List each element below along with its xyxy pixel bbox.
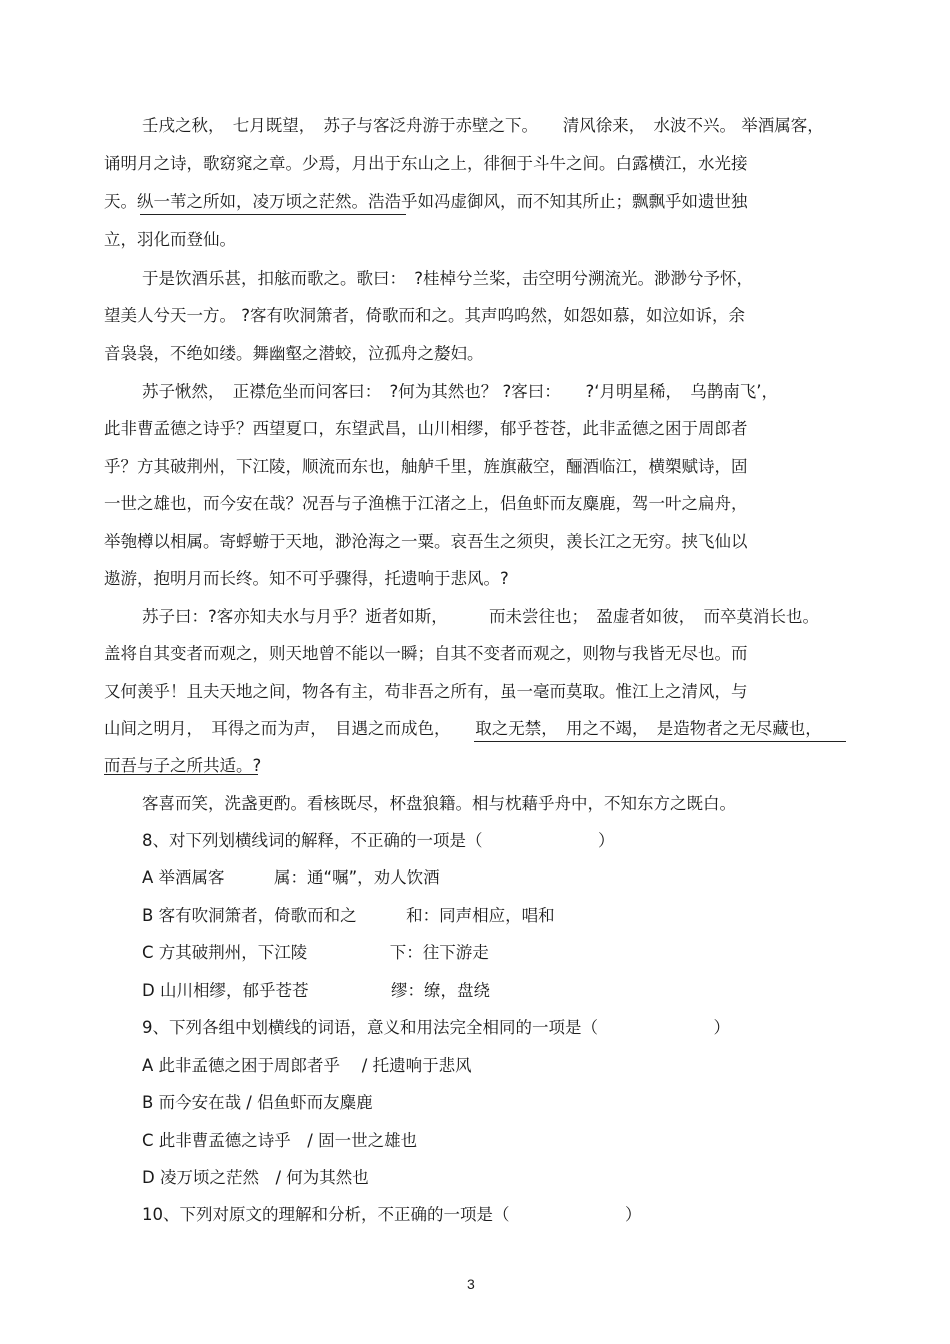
passage-line: 此非曹孟德之诗乎？西望夏口，东望武昌，山川相缪，郁乎苍苍，此非孟德之困于周郎者 (104, 419, 748, 438)
passage-line: 音袅袅，不绝如缕。舞幽壑之潜蛟，泣孤舟之嫠妇。 (104, 344, 484, 363)
passage-line: 又何羡乎！且夫天地之间，物各有主，苟非吾之所有，虽一毫而莫取。惟江上之清风，与 (104, 682, 748, 701)
question-option: A 此非孟德之困于周郎者乎 / 托遗响于悲风 (142, 1056, 472, 1075)
passage-line: 诵明月之诗，歌窈窕之章。少焉，月出于东山之上，徘徊于斗牛之间。白露横江，水光接 (104, 154, 748, 173)
passage-line: 乎？方其破荆州，下江陵，顺流而东也，舳舻千里，旌旗蔽空，酾酒临江，横槊赋诗，固 (104, 457, 748, 476)
passage-line: 而吾与子之所共适。? (104, 756, 262, 775)
underline (140, 214, 406, 215)
passage-line: 望美人兮天一方。 ?客有吹洞箫者，倚歌而和之。其声呜呜然，如怨如慕，如泣如诉，余 (104, 306, 746, 325)
passage-line: 遨游，抱明月而长终。知不可乎骤得，托遗响于悲风。? (104, 569, 509, 588)
passage-line: 立，羽化而登仙。 (104, 230, 236, 249)
passage-line: 山间之明月， 耳得之而为声， 目遇之而成色， 取之无禁， 用之不竭， 是造物者之无尽藏也， (104, 719, 822, 738)
underline (104, 774, 258, 775)
page-number: 3 (467, 1276, 475, 1292)
question-stem: 8、对下列划横线词的解释，不正确的一项是（ ） (142, 831, 615, 850)
passage-line: 一世之雄也，而今安在哉？况吾与子渔樵于江渚之上，侣鱼虾而友麋鹿，驾一叶之扁舟， (104, 494, 748, 513)
passage-line: 举匏樽以相属。寄蜉蝣于天地，渺沧海之一粟。哀吾生之须臾，羡长江之无穷。挟飞仙以 (104, 532, 748, 551)
passage-line: 苏子曰：?客亦知夫水与月乎？逝者如斯， 而未尝往也； 盈虚者如彼， 而卒莫消长也。 (142, 607, 820, 626)
question-option: D 山川相缪，郁乎苍苍 缪：缭，盘绕 (142, 981, 490, 1000)
passage-line: 客喜而笑，洗盏更酌。看核既尽，杯盘狼籍。相与枕藉乎舟中，不知东方之既白。 (142, 794, 736, 813)
passage-line: 壬戌之秋， 七月既望， 苏子与客泛舟游于赤壁之下。 清风徐来， 水波不兴。 举酒属客， (142, 116, 824, 135)
question-option: C 方其破荆州，下江陵 下：往下游走 (142, 943, 489, 962)
question-option: B 客有吹洞箫者，倚歌而和之 和：同声相应，唱和 (142, 906, 555, 925)
question-option: B 而今安在哉 / 侣鱼虾而友麋鹿 (142, 1093, 373, 1112)
passage-line: 于是饮酒乐甚，扣舷而歌之。歌曰： ?桂棹兮兰桨，击空明兮溯流光。渺渺兮予怀， (142, 269, 754, 288)
question-stem: 10、下列对原文的理解和分析，不正确的一项是（ ） (142, 1205, 642, 1224)
question-option: A 举酒属客 属：通“嘱”，劝人饮酒 (142, 868, 440, 887)
question-stem: 9、下列各组中划横线的词语，意义和用法完全相同的一项是（ ） (142, 1018, 730, 1037)
passage-line: 苏子愀然， 正襟危坐而问客曰： ?何为其然也？ ?客曰： ?‘月明星稀， 乌鹊南飞’， (142, 382, 779, 401)
passage-line: 天。纵一苇之所如，凌万顷之茫然。浩浩乎如冯虚御风，而不知其所止；飘飘乎如遗世独 (104, 192, 748, 211)
question-option: D 凌万顷之茫然 / 何为其然也 (142, 1168, 369, 1187)
underline (474, 741, 846, 742)
question-option: C 此非曹孟德之诗乎 / 固一世之雄也 (142, 1131, 418, 1150)
passage-line: 盖将自其变者而观之，则天地曾不能以一瞬；自其不变者而观之，则物与我皆无尽也。而 (104, 644, 748, 663)
